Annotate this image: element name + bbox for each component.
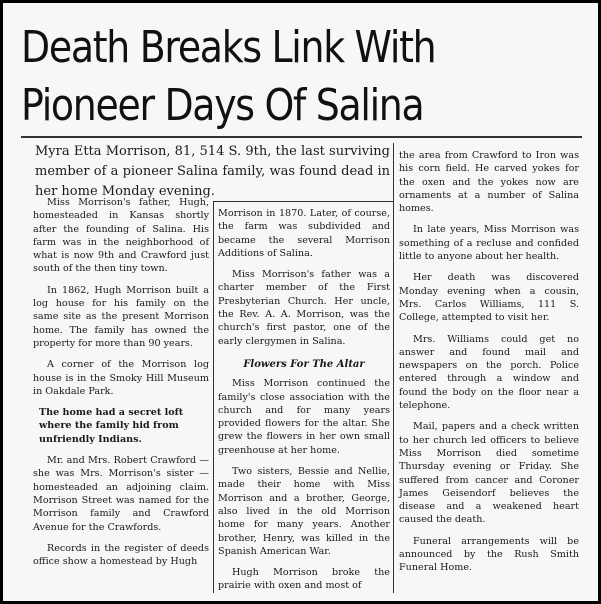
col1-paragraph: In 1862, Hugh Morrison built a log house for his family on the same site as the present Morrison home. The family has owned the property for more than 90 years. [33, 284, 209, 349]
col1-paragraph: A corner of the Morrison log house is in the Smoky Hill Museum in Oakdale Park. [33, 359, 209, 397]
col2-paragraph: Miss Morrison's father was a charter member of the First Presbyterian Church. Her uncle, the Rev. A. A. Morrison, was the church's first pastor, one of the early clergymen in Salina. [218, 269, 390, 347]
col1-paragraph: Mr. and Mrs. Robert Crawford — she was Mrs. Morrison's sister — homesteaded an adjoining claim. Morrison Street was named for the Morrison family and Crawford Avenue for the Crawfords. [33, 455, 209, 533]
article-column-2 [218, 207, 390, 593]
col3-paragraph: Funeral arrangements will be announced by the Rush Smith Funeral Home. [399, 535, 579, 574]
col1-paragraph: Records in the register of deeds office show a homestead by Hugh [33, 542, 209, 568]
lede-box-rule [213, 201, 393, 202]
col3-paragraph: Mrs. Williams could get no answer and found mail and newspapers on the porch. Police entered through a window and found the body on the floor near a telephone. [399, 333, 579, 412]
newspaper-clipping [3, 3, 598, 601]
col3-paragraph: In late years, Miss Morrison was something of a recluse and confided little to anyone about her health. [399, 224, 579, 263]
col2-paragraph: Morrison in 1870. Later, of course, the farm was subdivided and became the several Morrison Additions of Salina. [218, 208, 390, 259]
article-column-3 [399, 149, 579, 575]
col2-paragraph: Two sisters, Bessie and Nellie, made their home with Miss Morrison and a brother, George, also lived in the old Morrison home for many years. Another brother, Henry, was killed in the Spanish American War. [218, 466, 390, 557]
col2-paragraph: Miss Morrison continued the family's close association with the church and for many years provided flowers for the altar. She grew the flowers in her own small greenhouse at her home. [218, 378, 390, 456]
col1-paragraph: Miss Morrison's father, Hugh, homesteaded in Kansas shortly after the founding of Salina. His farm was in the neighborhood of what is now 9th and Crawford just south of the then tiny town. [33, 197, 209, 275]
lede-text: Myra Etta Morrison, 81, 514 S. 9th, the last surviving member of a pioneer Salina family, was found dead in her home Monday evening. [35, 144, 390, 199]
col3-paragraph: the area from Crawford to Iron was his corn field. He carved yokes for the oxen and the yokes now are ornaments at a number of Salina homes. [399, 150, 579, 215]
flowers-subhead: Flowers For The Altar [243, 358, 365, 370]
col3-paragraph: Her death was discovered Monday evening when a cousin, Mrs. Carlos Williams, 111 S. College, attempted to visit her. [399, 272, 579, 324]
lede-paragraph [35, 142, 390, 202]
column-rule-2 [393, 143, 394, 593]
col3-paragraph: Mail, papers and a check written to her church led officers to believe Miss Morrison died sometime Thursday evening or Friday. She suffered from cancer and Coroner James Geisendorf believes the disease and a weakened heart caused the death. [399, 421, 579, 526]
column-rule-1 [213, 201, 214, 593]
article-column-1 [33, 196, 209, 568]
secret-loft-callout: The home had a secret loft where the family hid from unfriendly Indians. [39, 407, 184, 445]
headline-line-1: Death Breaks Link With [21, 22, 436, 73]
col2-paragraph: Hugh Morrison broke the prairie with oxen and most of [218, 567, 390, 592]
headline-line-2: Pioneer Days Of Salina [21, 80, 424, 131]
headline-divider [21, 136, 582, 138]
